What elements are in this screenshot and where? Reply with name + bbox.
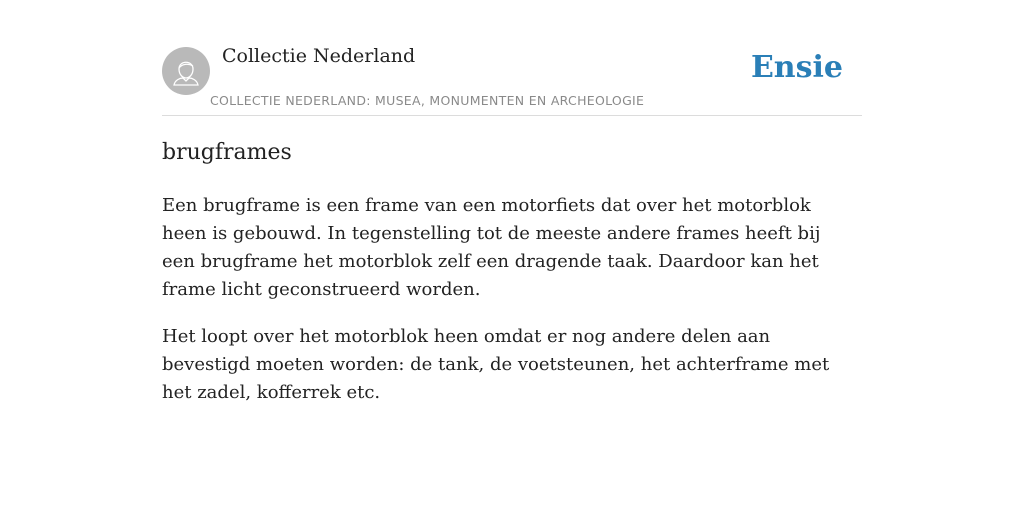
article-paragraph: Het loopt over het motorblok heen omdat er nog andere delen aan bevestigd moeten worden: de tank, de voetsteunen, het achterframe met het zadel, kofferrek etc. — [162, 326, 830, 403]
article-body — [162, 192, 852, 426]
brand-logo[interactable]: Ensie — [750, 50, 843, 85]
page-title: brugframes — [162, 140, 292, 165]
avatar[interactable] — [162, 47, 210, 95]
article-paragraph: Een brugframe is een frame van een motorfiets dat over het motorblok heen is gebouwd. In tegenstelling tot de meeste andere frames heeft bij een brugframe het motorblok zelf een dragende taak. Daardoor kan het frame licht geconstrueerd worden. — [162, 195, 821, 300]
page — [162, 0, 862, 403]
header — [162, 0, 862, 116]
user-avatar-icon — [162, 47, 210, 95]
author-name[interactable]: Collectie Nederland — [222, 45, 416, 67]
source-label[interactable]: COLLECTIE NEDERLAND: MUSEA, MONUMENTEN EN ARCHEOLOGIE — [210, 93, 645, 108]
